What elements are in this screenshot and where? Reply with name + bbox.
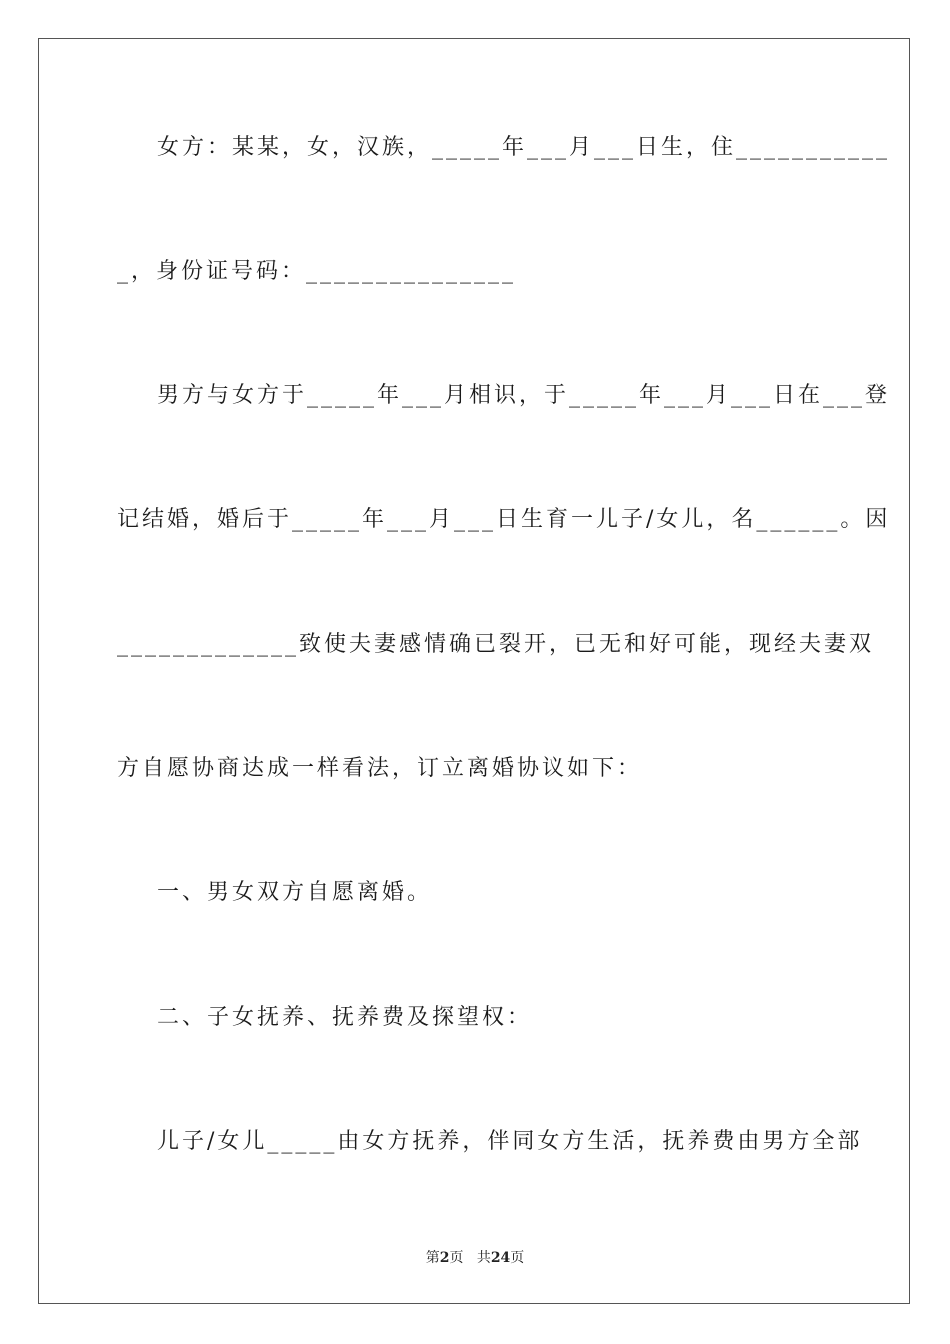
page-footer	[0, 1247, 950, 1267]
footer-page-total: 24	[490, 1250, 511, 1266]
paragraph-line-6: 方自愿协商达成一样看法，订立离婚协议如下：	[117, 756, 643, 781]
paragraph-line-7: 一、男女双方自愿离婚。	[117, 880, 432, 905]
footer-page-suffix: 页	[449, 1250, 464, 1266]
paragraph-line-9: 儿子/女儿_____由女方抚养，伴同女方生活，抚养费由男方全部	[117, 1129, 863, 1154]
paragraph-line-2: _，身份证号码：_______________	[117, 259, 517, 284]
paragraph-line-4: 记结婚，婚后于_____年___月___日生育一儿子/女儿，名______。因	[117, 507, 891, 532]
paragraph-line-8: 二、子女抚养、抚养费及探望权：	[117, 1005, 532, 1030]
page-border	[38, 38, 910, 1304]
footer-total-prefix: 共	[476, 1250, 491, 1266]
paragraph-line-3: 男方与女方于_____年___月相识，于_____年___月___日在___登	[117, 383, 890, 408]
paragraph-line-5: _____________致使夫妻感情确已裂开，已无和好可能，现经夫妻双	[117, 632, 875, 657]
footer-page-current: 2	[439, 1250, 450, 1266]
footer-page-prefix: 第	[425, 1250, 440, 1266]
footer-total-suffix: 页	[510, 1250, 525, 1266]
paragraph-line-1: 女方：某某，女，汉族，_____年___月___日生，住___________	[117, 135, 890, 160]
